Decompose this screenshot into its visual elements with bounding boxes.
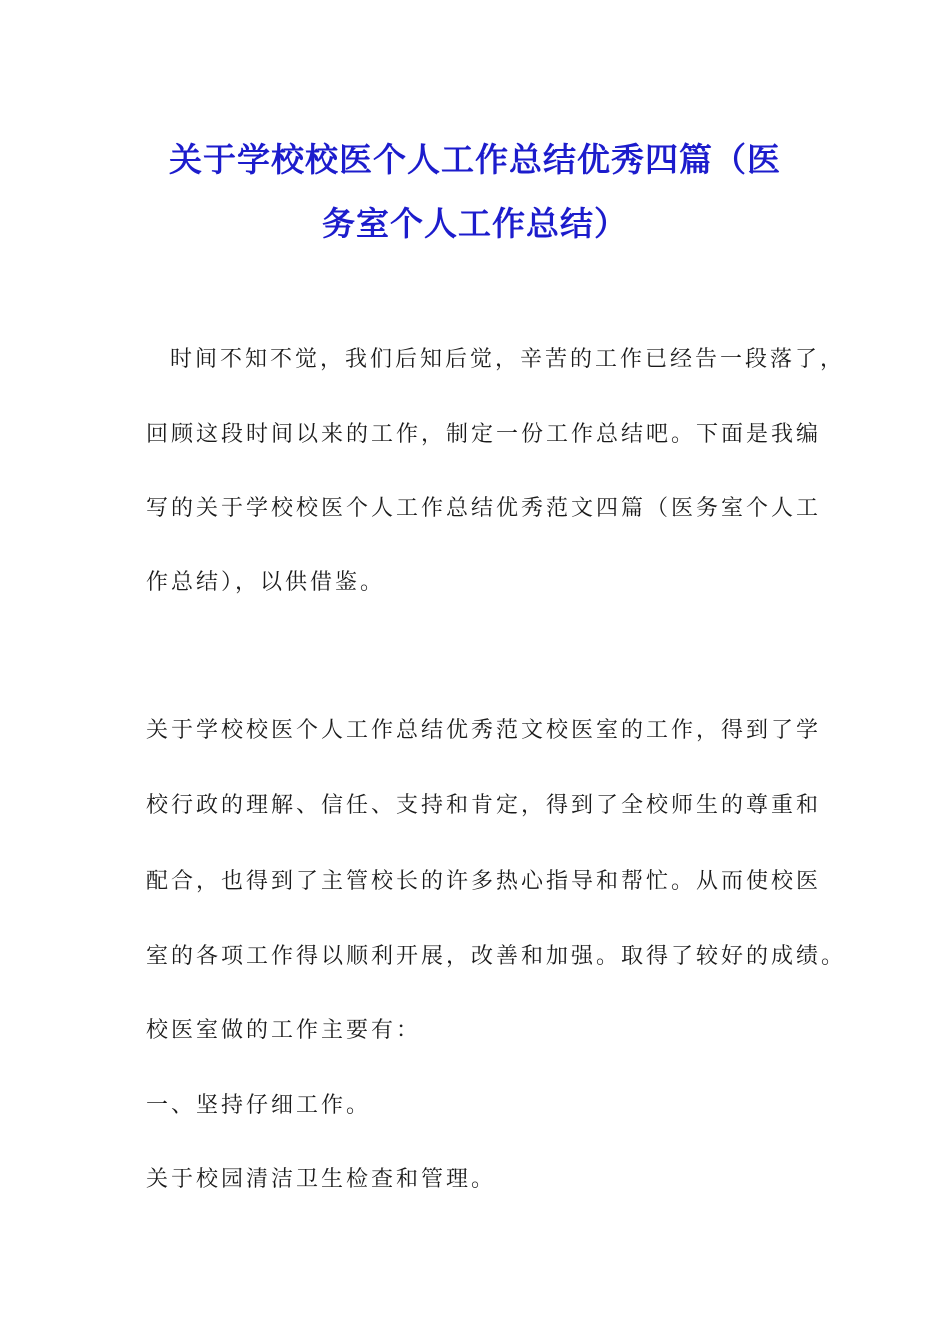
intro-line-3: 写的关于学校校医个人工作总结优秀范文四篇（医务室个人工	[146, 496, 822, 521]
body-line-7: 关于校园清洁卫生检查和管理。	[146, 1167, 497, 1192]
intro-line-4: 作总结），以供借鉴。	[146, 570, 386, 595]
intro-line-2: 回顾这段时间以来的工作，制定一份工作总结吧。下面是我编	[146, 422, 822, 447]
body-line-5: 校医室做的工作主要有：	[146, 1018, 422, 1043]
body-line-6: 一、坚持仔细工作。	[146, 1093, 372, 1118]
body-line-2: 校行政的理解、信任、支持和肯定，得到了全校师生的尊重和	[146, 793, 822, 818]
body-line-1: 关于学校校医个人工作总结优秀范文校医室的工作，得到了学	[146, 718, 822, 743]
body-line-3: 配合，也得到了主管校长的许多热心指导和帮忙。从而使校医	[146, 869, 822, 894]
body-line-4: 室的各项工作得以顺利开展，改善和加强。取得了较好的成绩。	[146, 944, 847, 969]
document-title-line-2: 务室个人工作总结）	[322, 204, 628, 243]
document-title-line-1: 关于学校校医个人工作总结优秀四篇（医	[169, 140, 781, 179]
intro-line-1: 时间不知不觉，我们后知后觉，辛苦的工作已经告一段落了，	[170, 347, 846, 372]
